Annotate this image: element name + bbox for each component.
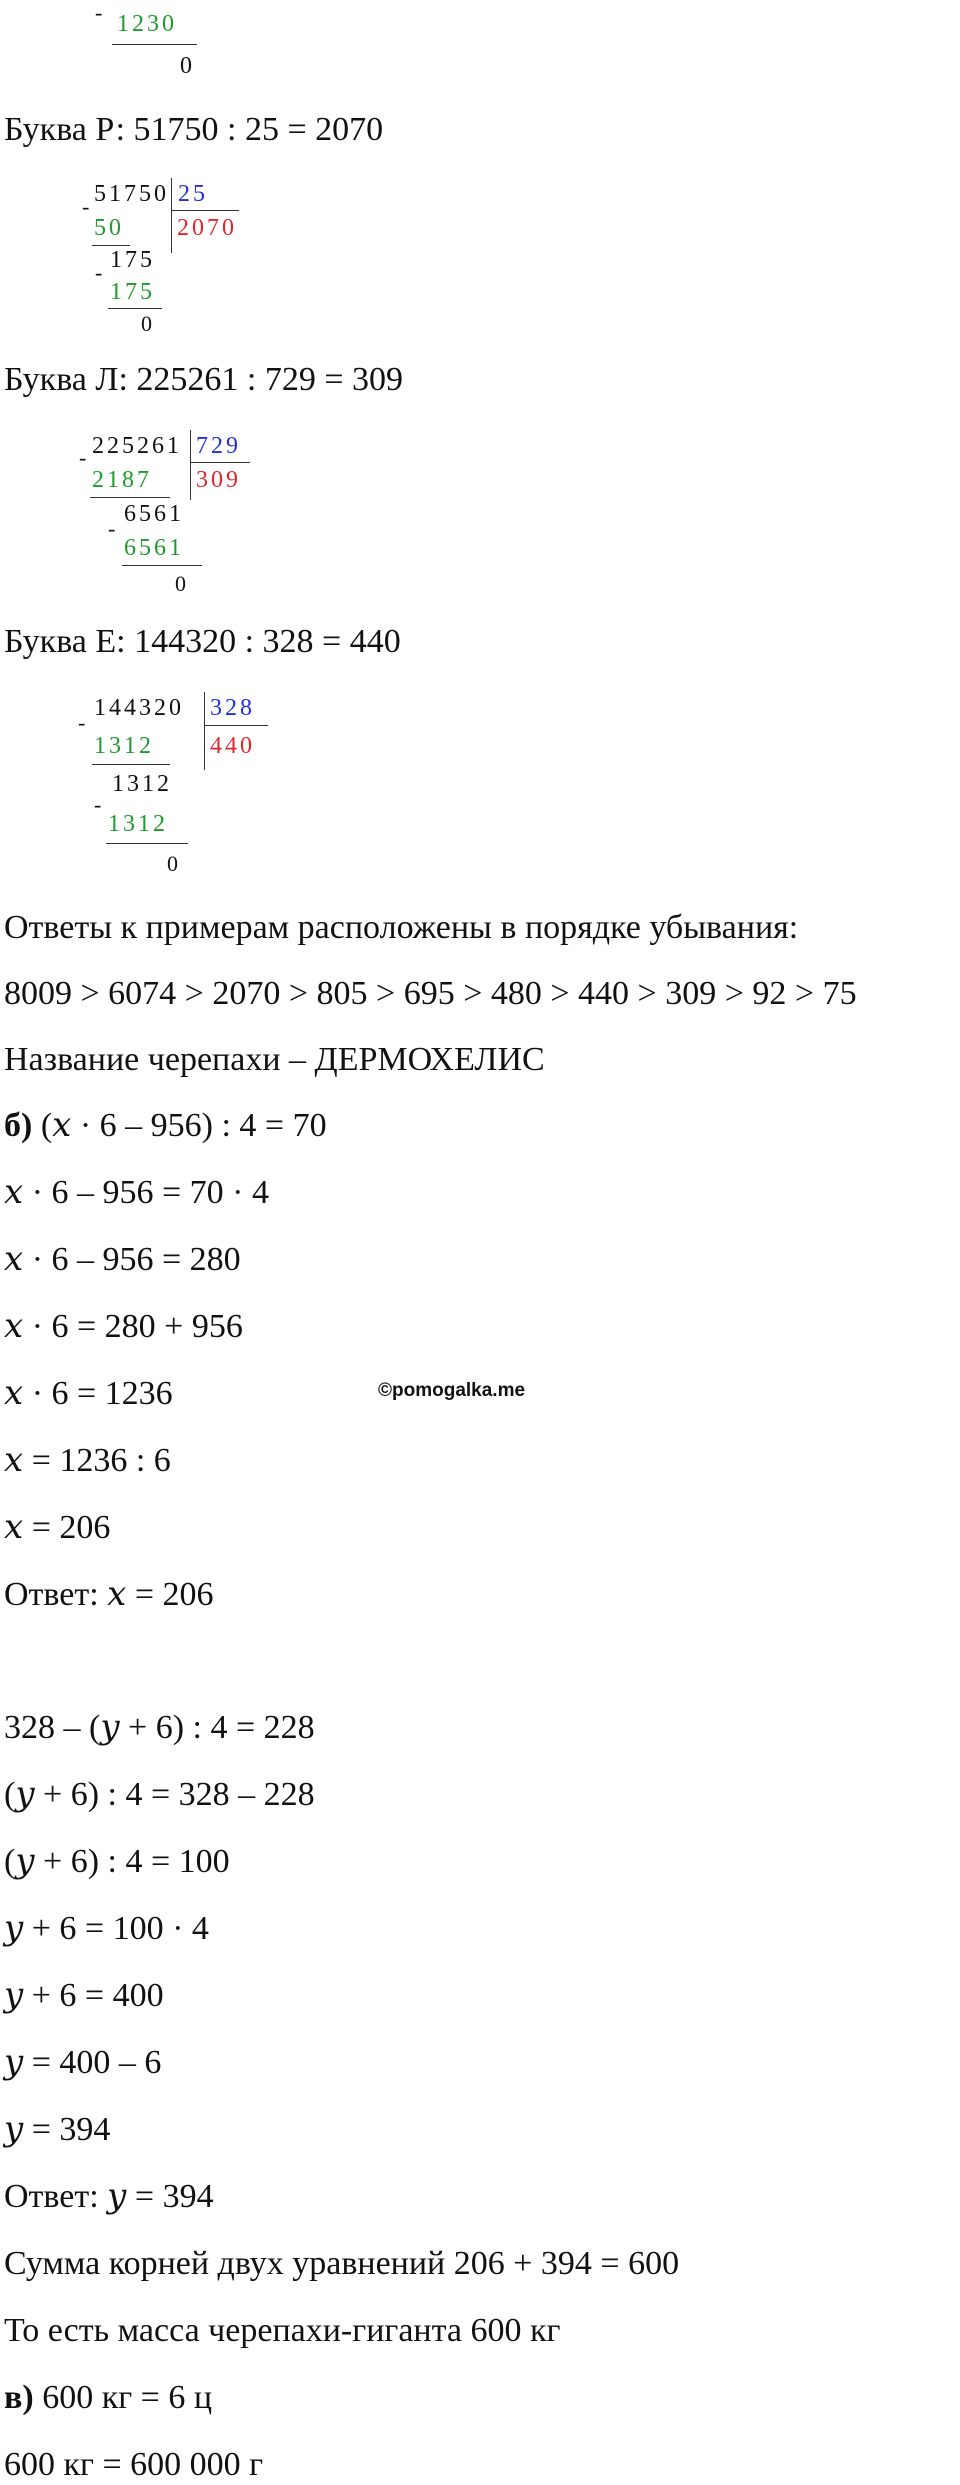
underline bbox=[122, 565, 202, 566]
divisor: 328 bbox=[210, 695, 255, 721]
quotient: 309 bbox=[196, 467, 241, 493]
sum-line: Сумма корней двух уравнений 206 + 394 = 600 bbox=[4, 2245, 680, 2282]
remainder: 0 bbox=[180, 53, 195, 79]
minus-sign: - bbox=[78, 710, 86, 735]
equation-line: 328 – (𝑦 + 6) : 4 = 228 bbox=[4, 1709, 315, 1746]
divisor-line bbox=[190, 462, 250, 463]
underline bbox=[112, 44, 197, 45]
letter-l-heading: Буква Л: 225261 : 729 = 309 bbox=[4, 361, 404, 398]
underline bbox=[90, 497, 170, 498]
quotient: 440 bbox=[210, 733, 255, 759]
subtrahend: 1230 bbox=[117, 11, 177, 37]
equation-line: 𝑥 · 6 = 280 + 956 bbox=[4, 1308, 243, 1345]
subtrahend: 1312 bbox=[94, 733, 154, 759]
equation-line: 𝑥 = 1236 : 6 bbox=[4, 1442, 171, 1479]
subtrahend: 50 bbox=[94, 215, 124, 241]
letter-e-heading: Буква Е: 144320 : 328 = 440 bbox=[4, 623, 401, 660]
minus-sign: - bbox=[108, 516, 116, 541]
part-label: б) bbox=[4, 1107, 33, 1144]
minus-sign: - bbox=[95, 0, 103, 25]
subtrahend: 175 bbox=[110, 279, 155, 305]
equation-line: 𝑥 · 6 = 1236 bbox=[4, 1375, 173, 1412]
subtrahend: 1312 bbox=[108, 811, 168, 837]
minus-sign: - bbox=[94, 792, 102, 817]
partial-dividend: 6561 bbox=[124, 501, 184, 527]
remainder: 0 bbox=[167, 851, 181, 876]
equation-line: 𝑦 + 6 = 100 · 4 bbox=[4, 1910, 209, 1947]
minus-sign: - bbox=[95, 260, 103, 285]
conversion-line: в) 600 кг = 6 ц bbox=[4, 2379, 213, 2416]
dividend: 225261 bbox=[92, 433, 182, 459]
equation-line: (𝑦 + 6) : 4 = 328 – 228 bbox=[4, 1776, 315, 1813]
equation-line: (𝑦 + 6) : 4 = 100 bbox=[4, 1843, 230, 1880]
divisor: 25 bbox=[178, 181, 208, 207]
part-label: в) bbox=[4, 2379, 34, 2416]
equation-line: 𝑦 + 6 = 400 bbox=[4, 1977, 164, 2014]
partial-dividend: 1312 bbox=[112, 771, 172, 797]
minus-sign: - bbox=[82, 194, 90, 219]
answer-line: Ответ: 𝑥 = 206 bbox=[4, 1576, 214, 1613]
subtrahend: 6561 bbox=[124, 535, 184, 561]
letter-r-heading: Буква Р: 51750 : 25 = 2070 bbox=[4, 111, 384, 148]
equation-line: 𝑦 = 394 bbox=[4, 2111, 111, 2148]
underline bbox=[92, 764, 170, 765]
divisor-line bbox=[204, 725, 268, 726]
partial-dividend: 175 bbox=[110, 247, 155, 273]
turtle-name: Название черепахи – ДЕРМОХЕЛИС bbox=[4, 1041, 545, 1078]
quotient: 2070 bbox=[177, 215, 237, 241]
equation-line: 𝑥 · 6 – 956 = 280 bbox=[4, 1241, 241, 1278]
conversion-line: 600 кг = 600 000 г bbox=[4, 2446, 264, 2483]
division-bar bbox=[190, 430, 191, 500]
answer-line: Ответ: 𝑦 = 394 bbox=[4, 2178, 214, 2215]
remainder: 0 bbox=[175, 571, 189, 596]
subtrahend: 2187 bbox=[92, 467, 152, 493]
order-chain: 8009 > 6074 > 2070 > 805 > 695 > 480 > 440 > 309 > 92 > 75 bbox=[4, 975, 857, 1012]
dividend: 144320 bbox=[94, 695, 184, 721]
equation-line: 𝑥 · 6 – 956 = 70 · 4 bbox=[4, 1174, 270, 1211]
watermark: ©pomogalka.me bbox=[378, 1380, 526, 1401]
equation-line: б) (𝑥 · 6 – 956) : 4 = 70 bbox=[4, 1107, 327, 1144]
remainder: 0 bbox=[141, 311, 155, 336]
underline bbox=[108, 308, 162, 309]
dividend: 51750 bbox=[94, 181, 169, 207]
equation-line: 𝑦 = 400 – 6 bbox=[4, 2044, 162, 2081]
mass-line: То есть масса черепахи-гиганта 600 кг bbox=[4, 2312, 561, 2349]
divisor: 729 bbox=[196, 433, 241, 459]
underline bbox=[106, 843, 188, 844]
division-bar bbox=[204, 692, 205, 770]
divisor-line bbox=[171, 210, 239, 211]
order-text: Ответы к примерам расположены в порядке убывания: bbox=[4, 909, 799, 946]
minus-sign: - bbox=[79, 445, 87, 470]
equation-line: 𝑥 = 206 bbox=[4, 1509, 111, 1546]
division-bar bbox=[171, 178, 172, 253]
